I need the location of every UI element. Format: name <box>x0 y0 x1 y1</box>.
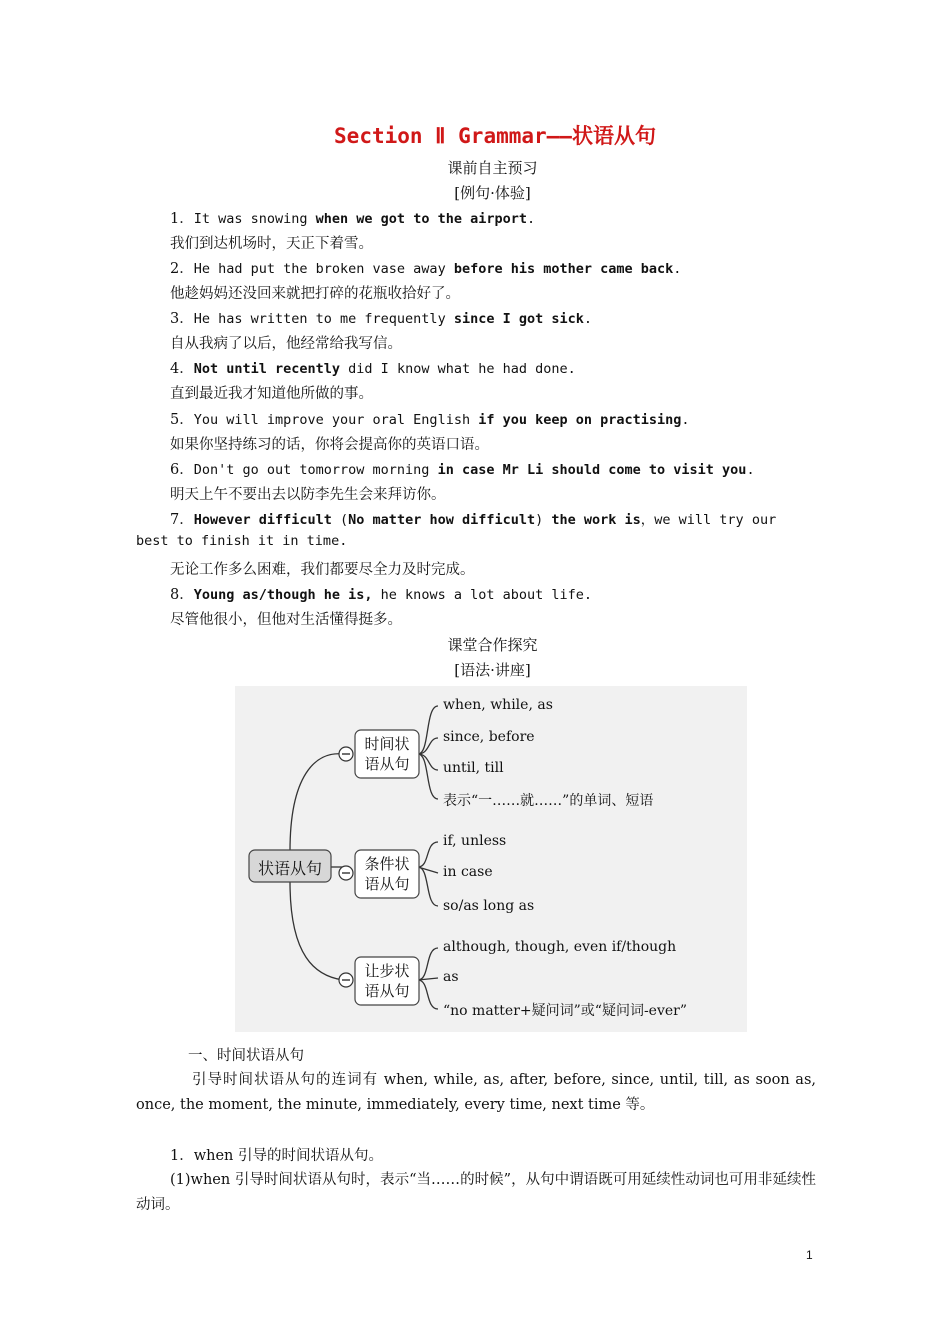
section-heading-classroom: 课堂合作探究 <box>447 636 538 654</box>
mindmap-leaf: if, unless <box>443 833 507 849</box>
page-number: 1 <box>806 1248 813 1262</box>
adverbial-clause-mindmap <box>235 686 747 1032</box>
example-7-en-cont: best to finish it in time. <box>136 533 348 549</box>
example-3-en: 3．He has written to me frequently since I got sick. <box>170 311 593 327</box>
example-1-en: 1．It was snowing when we got to the airport. <box>170 211 536 227</box>
section-heading-preview: 课前自主预习 <box>447 159 538 177</box>
example-7-zh: 无论工作多么困难，我们都要尽全力及时完成。 <box>170 562 475 578</box>
section-1-heading: 一、时间状语从句 <box>188 1048 304 1064</box>
mindmap-leaf: although, though, even if/though <box>443 939 677 955</box>
example-6-en: 6．Don't go out tomorrow morning in case Mr Li should come to visit you. <box>170 462 755 478</box>
item-1-heading: 1．when 引导的时间状语从句。 <box>170 1148 384 1164</box>
mindmap-branch-concession: 让步状 语从句 <box>364 962 410 1000</box>
mindmap-branch-condition: 条件状 语从句 <box>364 855 410 893</box>
section-tag-examples: [例句·体验] <box>454 184 531 202</box>
mindmap-branch-time: 时间状 语从句 <box>364 735 410 773</box>
mindmap-leaf: since, before <box>443 729 535 745</box>
example-7-en: 7．However difficult (No matter how difficult) the work is，we will try our <box>170 512 777 528</box>
mindmap-root: 状语从句 <box>257 859 322 878</box>
example-8-zh: 尽管他很小，但他对生活懂得挺多。 <box>170 612 402 628</box>
example-1-zh: 我们到达机场时，天正下着雪。 <box>170 236 373 252</box>
section-tag-grammar: [语法·讲座] <box>454 661 531 679</box>
mindmap-leaf: in case <box>443 864 493 880</box>
example-5-en: 5．You will improve your oral English if you keep on practising. <box>170 412 690 428</box>
section-1-paragraph: 引导时间状语从句的连词有 when, while, as, after, before, since, until, till, as soon as, once, the moment, the minute, immediately, every time, next time 等。 <box>136 1072 816 1113</box>
mindmap-leaf: 表示“一……就……”的单词、短语 <box>443 793 654 809</box>
example-3-zh: 自从我病了以后，他经常给我写信。 <box>170 336 402 352</box>
example-2-zh: 他趁妈妈还没回来就把打碎的花瓶收拾好了。 <box>170 286 460 302</box>
mindmap-leaf: “no matter+疑问词”或“疑问词-ever” <box>443 1003 688 1019</box>
page-title: Section Ⅱ Grammar——状语从句 <box>334 124 656 148</box>
example-4-zh: 直到最近我才知道他所做的事。 <box>170 386 373 402</box>
mindmap-leaf: so/as long as <box>443 898 535 914</box>
example-6-zh: 明天上午不要出去以防李先生会来拜访你。 <box>170 487 446 503</box>
mindmap-leaf: when, while, as <box>443 697 553 713</box>
example-5-zh: 如果你坚持练习的话，你将会提高你的英语口语。 <box>170 437 489 453</box>
mindmap-leaf: until, till <box>443 760 504 776</box>
example-4-en: 4．Not until recently did I know what he had done. <box>170 361 576 377</box>
item-1-1-paragraph: (1)when 引导时间状语从句时，表示“当……的时候”，从句中谓语既可用延续性动词也可用非延续性动词。 <box>136 1172 816 1213</box>
mindmap-leaf: as <box>443 969 459 985</box>
example-8-en: 8．Young as/though he is, he knows a lot about life. <box>170 587 592 603</box>
example-2-en: 2．He had put the broken vase away before his mother came back. <box>170 261 682 277</box>
